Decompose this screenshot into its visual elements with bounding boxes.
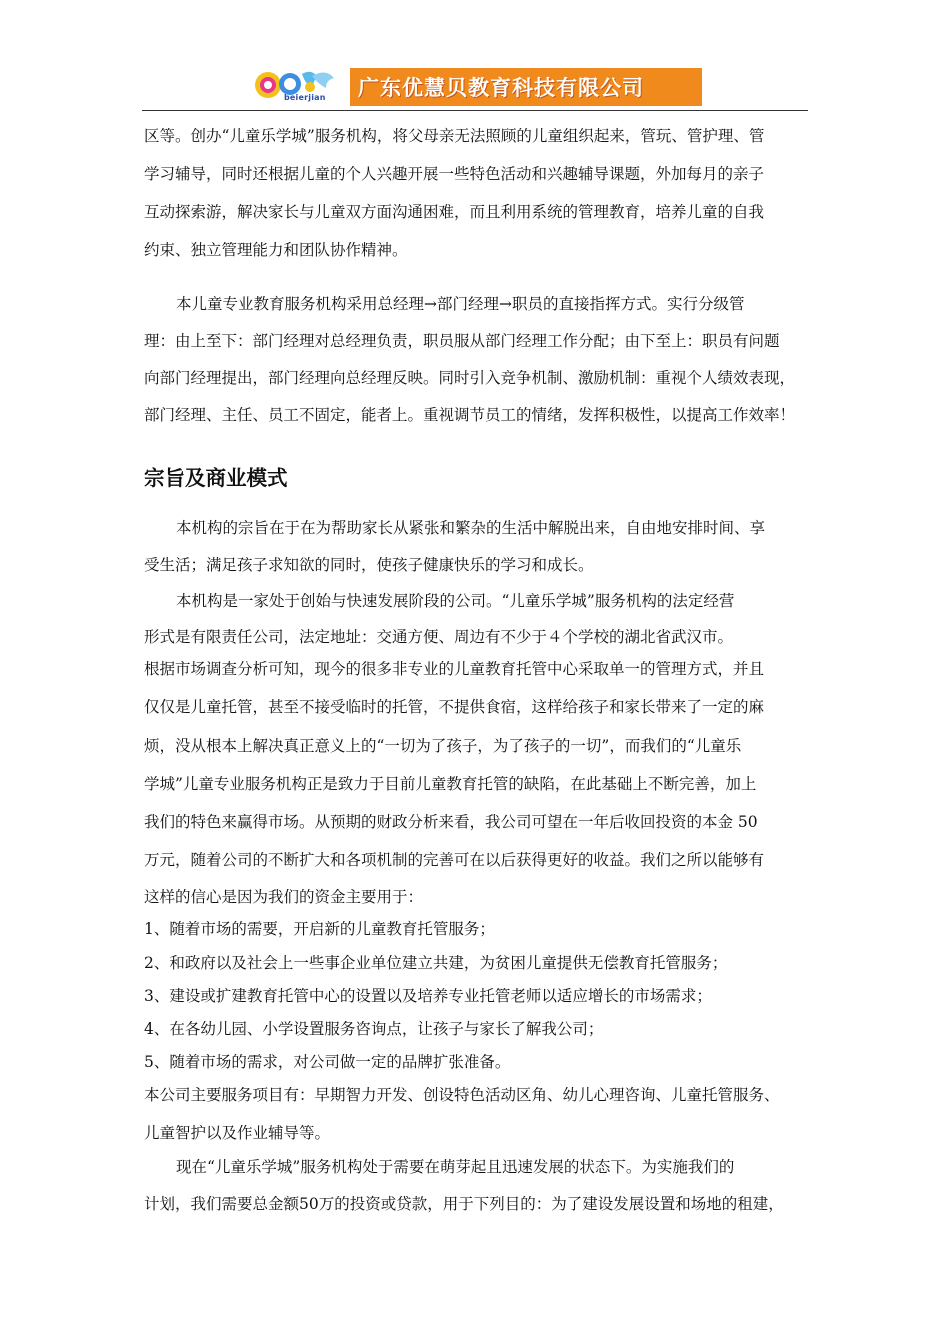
text-line: 区等。创办“儿童乐学城”服务机构，将父母亲无法照顾的儿童组织起来，管玩、管护理、管 [144,127,765,145]
header-divider [142,110,808,111]
text-line: 根据市场调查分析可知，现今的很多非专业的儿童教育托管中心采取单一的管理方式，并且 [144,660,765,678]
text-line: 形式是有限责任公司，法定地址：交通方便、周边有不少于４个学校的湖北省武汉市。 [144,628,734,646]
text-line: 受生活；满足孩子求知欲的同时，使孩子健康快乐的学习和成长。 [144,556,594,574]
company-logo [250,68,350,106]
text-line: 我们的特色来赢得市场。从预期的财政分析来看，我公司可望在一年后收回投资的本金 50 [144,813,758,831]
list-item: 3、建设或扩建教育托管中心的设置以及培养专业托管老师以适应增长的市场需求； [144,987,712,1005]
text-line: 约束、独立管理能力和团队协作精神。 [144,241,408,259]
list-item: 2、和政府以及社会上一些事企业单位建立共建，为贫困儿童提供无偿教育托管服务； [144,954,728,972]
text-line: 烦，没从根本上解决真正意义上的“一切为了孩子，为了孩子的一切”，而我们的“儿童乐 [144,737,742,755]
text-line: 计划，我们需要总金额50万的投资或贷款，用于下列目的：为了建设发展设置和场地的租建， [144,1195,784,1213]
text-line: 这样的信心是因为我们的资金主要用于： [144,888,424,906]
company-name: 广东优慧贝教育科技有限公司 [358,76,644,100]
text-line: 现在“儿童乐学城”服务机构处于需要在萌芽起且迅速发展的状态下。为实施我们的 [176,1158,735,1176]
text-line: 部门经理、主任、员工不固定，能者上。重视调节员工的情绪，发挥积极性，以提高工作效率！ [144,406,796,424]
text-line: 理：由上至下：部门经理对总经理负责，职员服从部门经理工作分配；由下至上：职员有问题 [144,332,780,350]
text-line: 学城”儿童专业服务机构正是致力于目前儿童教育托管的缺陷，在此基础上不断完善，加上 [144,775,757,793]
list-item: 1、随着市场的需要，开启新的儿童教育托管服务； [144,920,495,938]
text-line: 本机构的宗旨在于在为帮助家长从紧张和繁杂的生活中解脱出来，自由地安排时间、享 [176,519,766,537]
text-line: 互动探索游，解决家长与儿童双方面沟通困难，而且利用系统的管理教育，培养儿童的自我 [144,203,765,221]
text-line: 向部门经理提出，部门经理向总经理反映。同时引入竞争机制、激励机制：重视个人绩效表现， [144,369,796,387]
section-heading: 宗旨及商业模式 [144,466,288,490]
text-line: 儿童智护以及作业辅导等。 [144,1124,331,1142]
text-line: 本儿童专业教育服务机构采用总经理→部门经理→职员的直接指挥方式。实行分级管 [176,295,745,313]
list-item: 4、在各幼儿园、小学设置服务咨询点，让孩子与家长了解我公司； [144,1020,604,1038]
text-line: 本机构是一家处于创始与快速发展阶段的公司。“儿童乐学城”服务机构的法定经营 [176,592,735,610]
text-line: 学习辅导，同时还根据儿童的个人兴趣开展一些特色活动和兴趣辅导课题，外加每月的亲子 [144,165,765,183]
letterhead-banner [250,68,702,106]
text-line: 仅仅是儿童托管，甚至不接受临时的托管，不提供食宿，这样给孩子和家长带来了一定的麻 [144,698,765,716]
text-line: 本公司主要服务项目有：早期智力开发、创设特色活动区角、幼儿心理咨询、儿童托管服务、 [144,1086,780,1104]
list-item: 5、随着市场的需求，对公司做一定的品牌扩张准备。 [144,1053,511,1071]
text-line: 万元，随着公司的不断扩大和各项机制的完善可在以后获得更好的收益。我们之所以能够有 [144,851,765,869]
logo-subtext: beierjian [284,93,326,102]
